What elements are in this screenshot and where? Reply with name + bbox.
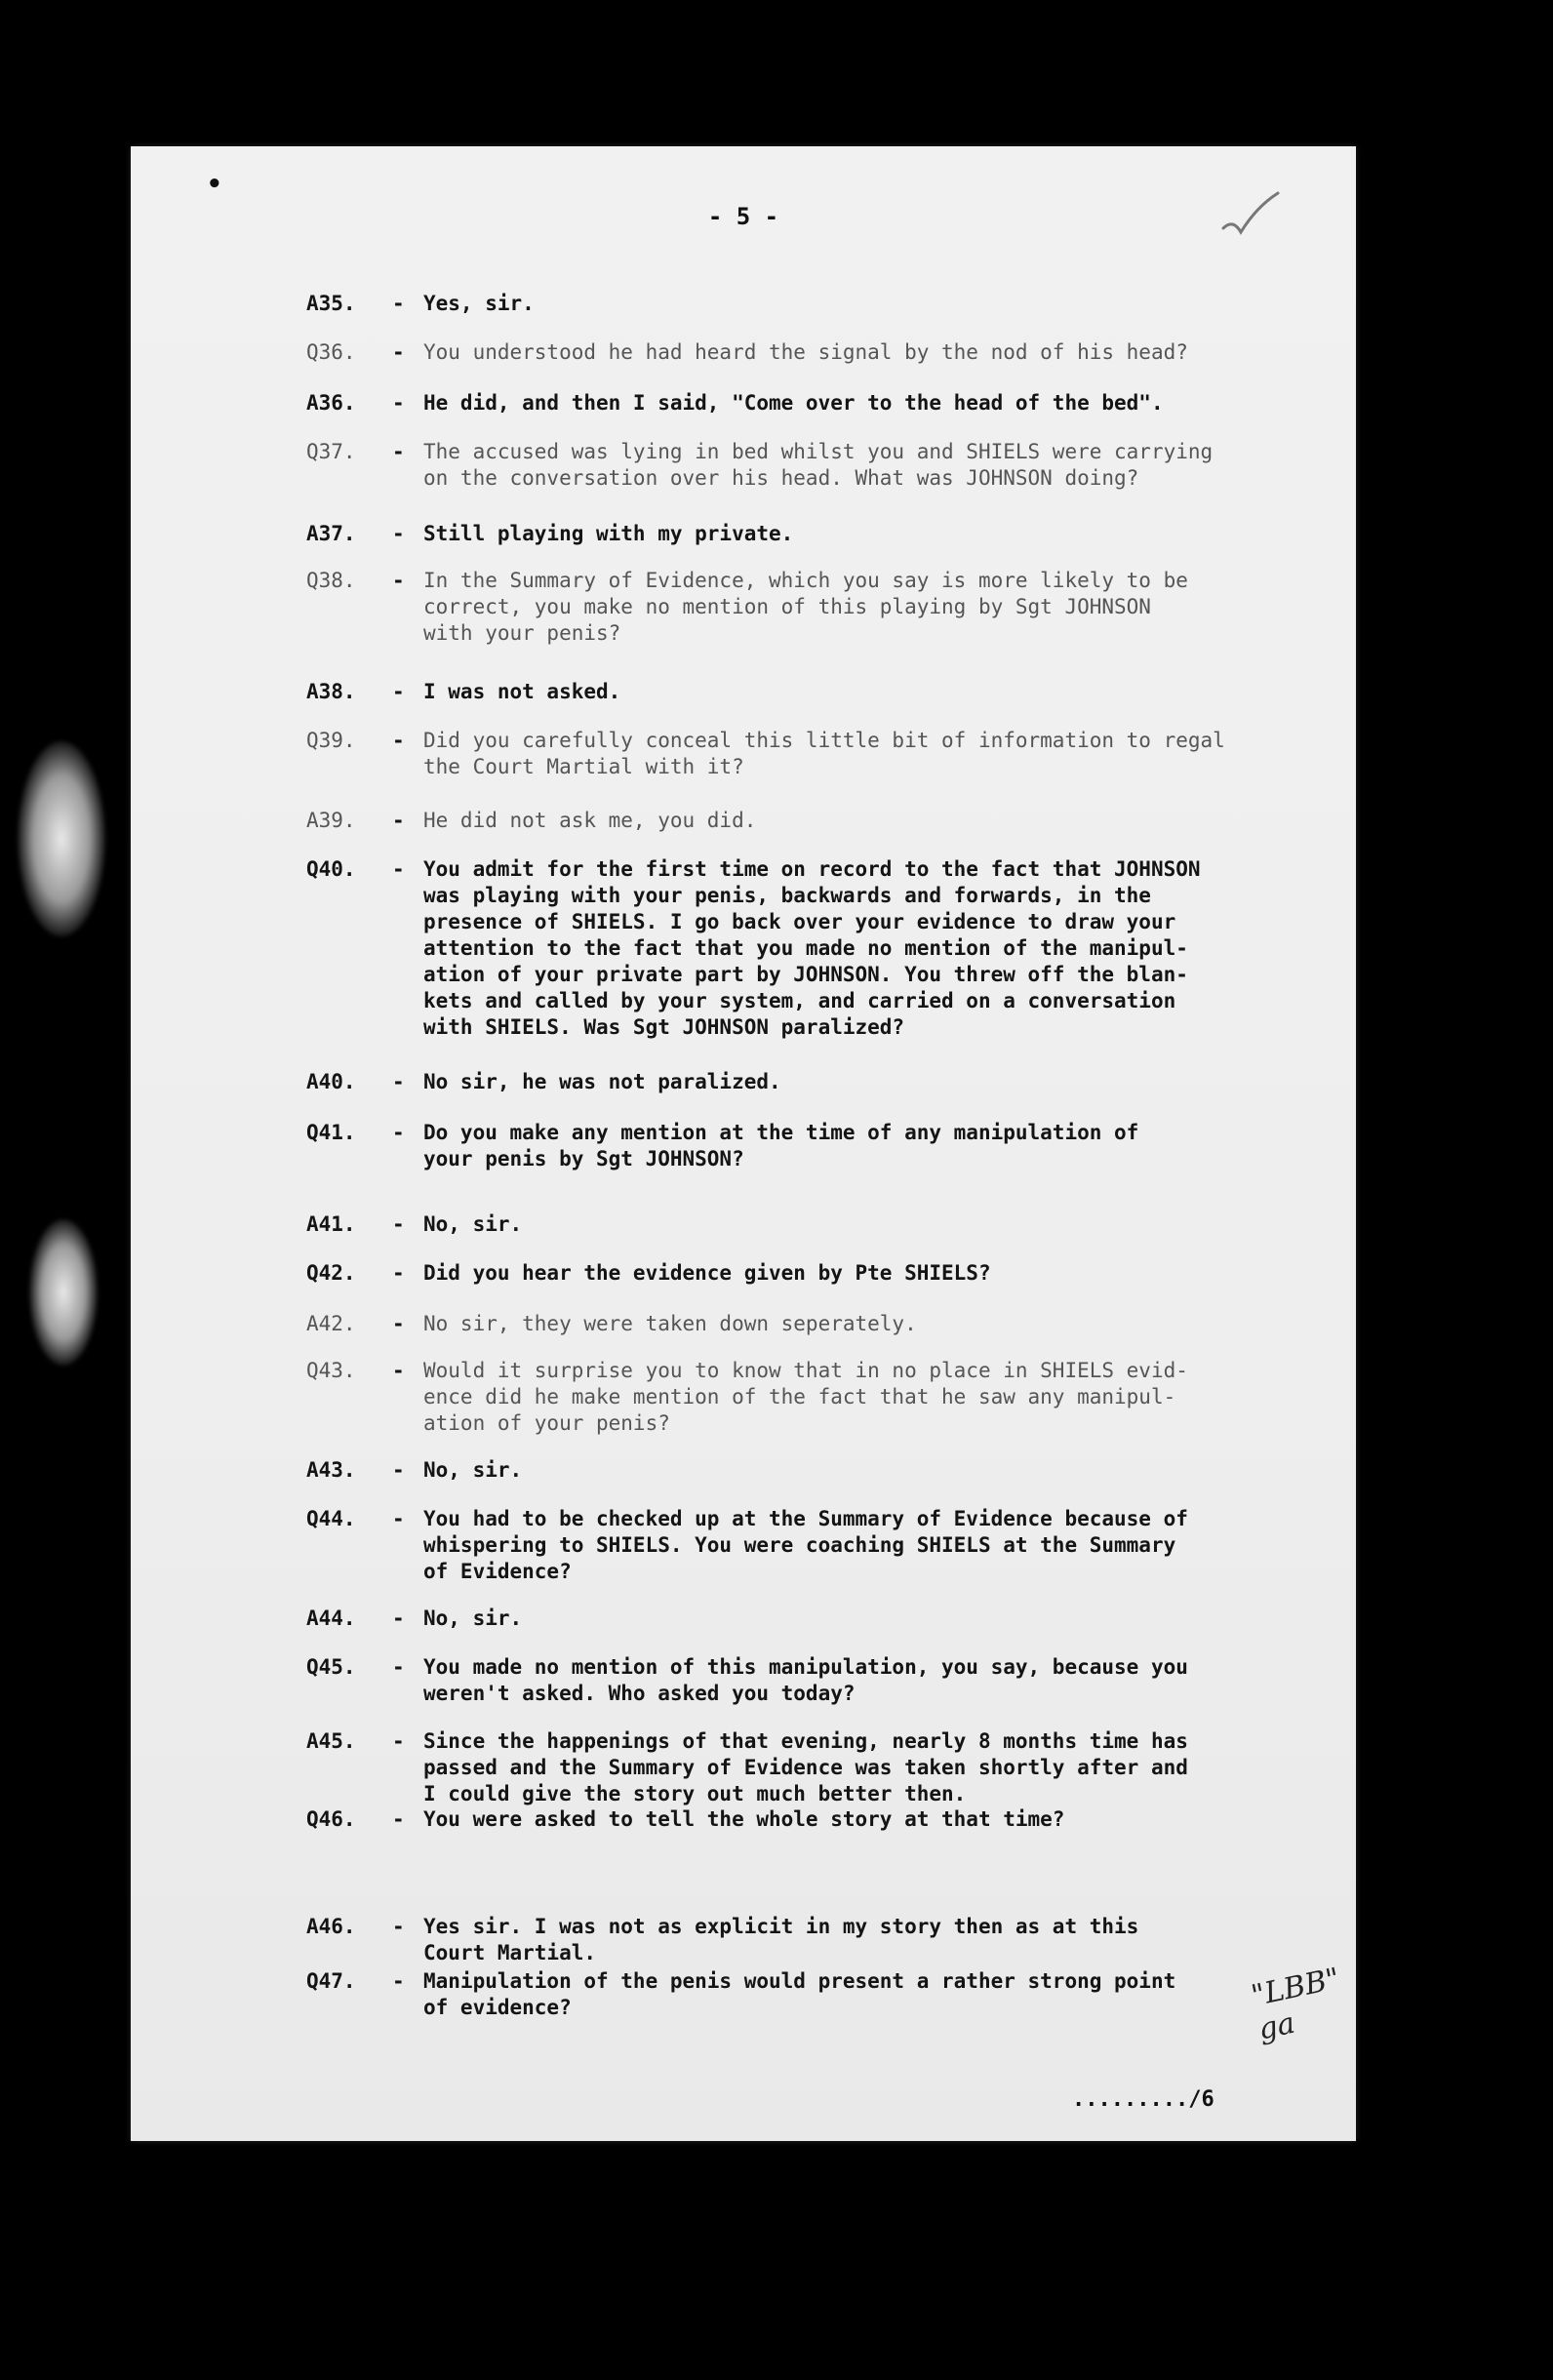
entry-label: A36. (306, 391, 356, 415)
entry-label: A45. (306, 1729, 356, 1753)
entry-label: A38. (306, 680, 356, 703)
entry-label: A37. (306, 522, 356, 545)
entry-dash: - (392, 1969, 405, 1993)
entry-label: A40. (306, 1070, 356, 1093)
entry-dash: - (392, 729, 405, 752)
entry-dash: - (392, 680, 405, 703)
entry-dash: - (392, 1915, 405, 1938)
entry-label: A39. (306, 809, 356, 832)
entry-text: Did you hear the evidence given by Pte SHIELS? (423, 1261, 991, 1285)
handwritten-initials (1248, 1962, 1343, 2078)
entry-label: A35. (306, 292, 356, 315)
entry-label: Q41. (306, 1121, 356, 1144)
entry-label: Q45. (306, 1655, 356, 1679)
corner-mark: • (207, 170, 222, 199)
entry-text: No sir, he was not paralized. (423, 1070, 781, 1093)
entry-dash: - (392, 292, 405, 315)
entry-dash: - (392, 1359, 405, 1382)
entry-text: No sir, they were taken down seperately. (423, 1312, 917, 1335)
entry-label: Q40. (306, 857, 356, 881)
entry-text: No, sir. (423, 1458, 523, 1482)
entry-dash: - (392, 1729, 405, 1753)
entry-dash: - (392, 1312, 405, 1335)
entry-dash: - (392, 1458, 405, 1482)
continuation-marker: ........./6 (1072, 2087, 1215, 2112)
entry-dash: - (392, 1655, 405, 1679)
document-page (131, 146, 1356, 2141)
entry-text: Still playing with my private. (423, 522, 794, 545)
entry-text: Since the happenings of that evening, nearly 8 months time has passed and the Summary of Evidence was taken shortly after and I could give the story out much better then. (423, 1729, 1188, 1805)
entry-text: Manipulation of the penis would present a rather strong point of evidence? (423, 1969, 1176, 2019)
entry-dash: - (392, 1507, 405, 1530)
entry-dash: - (392, 1606, 405, 1630)
entry-dash: - (392, 809, 405, 832)
entry-text: Yes, sir. (423, 292, 535, 315)
film-smudge (29, 1219, 98, 1366)
entry-text: I was not asked. (423, 680, 621, 703)
entry-dash: - (392, 857, 405, 881)
entry-label: A43. (306, 1458, 356, 1482)
page-number: - 5 - (707, 203, 779, 230)
entry-text: He did not ask me, you did. (423, 809, 757, 832)
entry-dash: - (392, 440, 405, 463)
entry-label: Q44. (306, 1507, 356, 1530)
entry-text: You were asked to tell the whole story at that time? (423, 1807, 1065, 1831)
entry-label: Q36. (306, 340, 356, 364)
entry-label: A44. (306, 1606, 356, 1630)
entry-text: Did you carefully conceal this little bit of information to regal the Court Martial with it? (423, 729, 1225, 778)
entry-text: No, sir. (423, 1212, 523, 1236)
entry-dash: - (392, 1212, 405, 1236)
entry-dash: - (392, 340, 405, 364)
entry-dash: - (392, 1121, 405, 1144)
film-smudge (18, 741, 105, 936)
entry-dash: - (392, 391, 405, 415)
entry-label: Q43. (306, 1359, 356, 1382)
check-mark-icon (1221, 189, 1280, 238)
entry-label: A42. (306, 1312, 356, 1335)
entry-label: Q42. (306, 1261, 356, 1285)
entry-label: A41. (306, 1212, 356, 1236)
entry-text: The accused was lying in bed whilst you and SHIELS were carrying on the conversation over his head. What was JOHNSON doing? (423, 440, 1214, 490)
entry-text: You admit for the first time on record to the fact that JOHNSON was playing with your penis, backwards and forwards, in the presence of SHIELS. I go back over your evidence to draw your attention to the fact that you made no mention of the manipul- ation of your private part by JOHNSON. You threw off the blan- kets and called by your system, and carried on a conversation with SHIELS. Was Sgt JOHNSON paralized? (423, 857, 1201, 1039)
entry-label: Q37. (306, 440, 356, 463)
entry-text: He did, and then I said, "Come over to the head of the bed". (423, 391, 1164, 415)
entry-text: You had to be checked up at the Summary of Evidence because of whispering to SHIELS. You were coaching SHIELS at the Summary of Evidence? (423, 1507, 1188, 1583)
entry-label: Q46. (306, 1807, 356, 1831)
entry-dash: - (392, 1807, 405, 1831)
entry-label: Q38. (306, 569, 356, 592)
entry-text: Do you make any mention at the time of any manipulation of your penis by Sgt JOHNSON? (423, 1121, 1139, 1170)
handwritten-initials-text: "LBB" ga (1248, 1962, 1343, 2047)
entry-text: Would it surprise you to know that in no place in SHIELS evid- ence did he make mention of the fact that he saw any manipul- ation of your penis? (423, 1359, 1188, 1435)
entry-label: A46. (306, 1915, 356, 1938)
entry-text: Yes sir. I was not as explicit in my story then as at this Court Martial. (423, 1915, 1139, 1964)
entry-text: You understood he had heard the signal by the nod of his head? (423, 340, 1188, 364)
entry-dash: - (392, 1070, 405, 1093)
entry-label: Q47. (306, 1969, 356, 1993)
entry-dash: - (392, 569, 405, 592)
entry-dash: - (392, 1261, 405, 1285)
entry-text: You made no mention of this manipulation, you say, because you weren't asked. Who asked you today? (423, 1655, 1188, 1705)
entry-text: In the Summary of Evidence, which you say is more likely to be correct, you make no mention of this playing by Sgt JOHNSON with your penis? (423, 569, 1188, 645)
entry-label: Q39. (306, 729, 356, 752)
entry-dash: - (392, 522, 405, 545)
entry-text: No, sir. (423, 1606, 523, 1630)
